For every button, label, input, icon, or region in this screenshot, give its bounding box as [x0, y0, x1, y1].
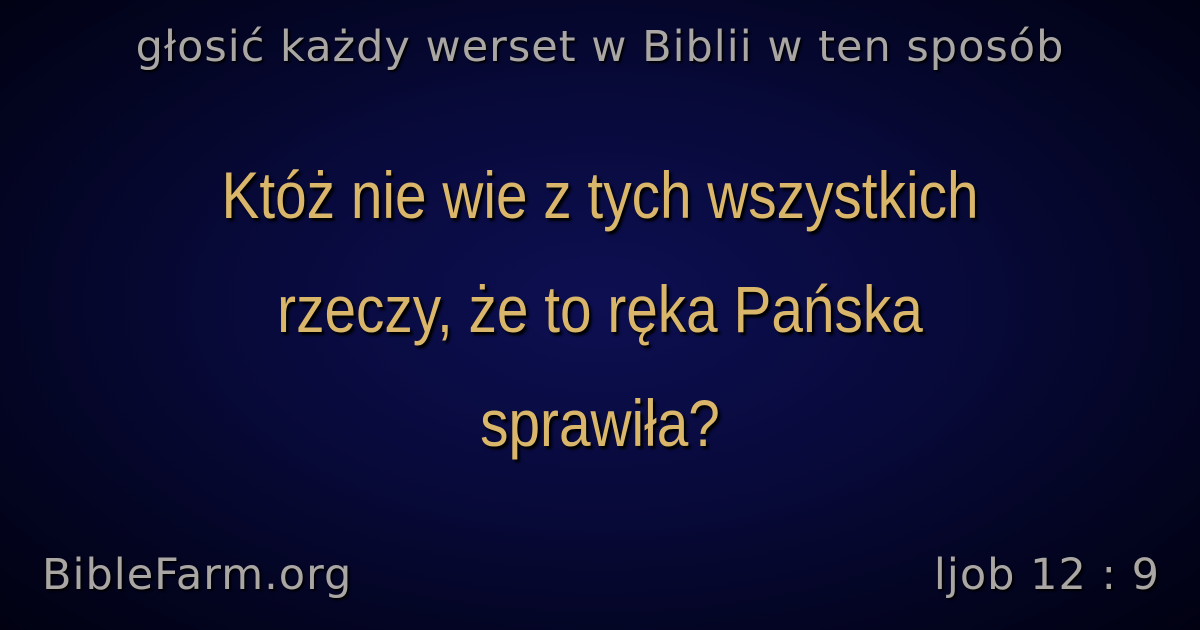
verse-text: Któż nie wie z tych wszystkich rzeczy, że to ręka Pańska sprawiła?	[221, 158, 979, 460]
verse-reference: ljob 12 : 9	[933, 550, 1160, 600]
site-name: BibleFarm.org	[42, 550, 353, 600]
tagline: głosić każdy werset w Biblii w ten sposób	[135, 22, 1065, 72]
